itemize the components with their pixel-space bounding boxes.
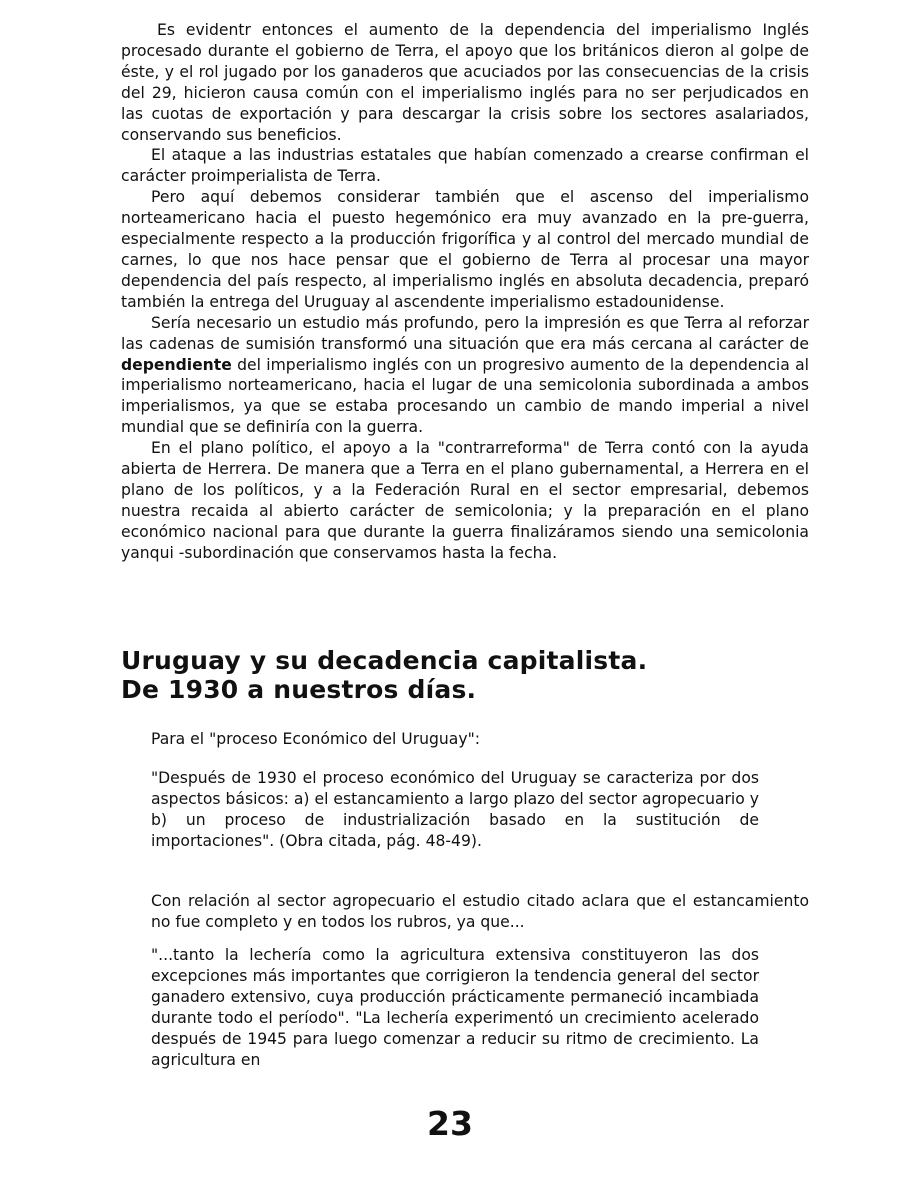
section-heading (121, 646, 809, 704)
paragraph-4-bold-word: dependiente (121, 355, 232, 374)
paragraph-4 (121, 313, 809, 438)
paragraph-1: Es evidentr entonces el aumento de la dependencia del imperialismo Inglés procesado durante el gobierno de Terra, el apoyo que los británicos dieron al golpe de éste, y el rol jugado por los ganaderos que acuciados por las consecuencias de la crisis del 29, hicieron causa común con el imperialismo inglés para no ser perjudicados en las cuotas de exportación y para descargar la crisis sobre los sectores asalariados, conservando sus beneficios. (121, 21, 809, 144)
body-text (121, 20, 809, 564)
intro-line: Para el "proceso Económico del Uruguay": (151, 730, 480, 748)
paragraph-after-quote: Con relación al sector agropecuario el estudio citado aclara que el estancamiento no fue completo y en todos los rubros, ya que... (151, 892, 809, 931)
paragraph-5: En el plano político, el apoyo a la "contrarreforma" de Terra contó con la ayuda abierta de Herrera. De manera que a Terra en el plano gubernamental, a Herrera en el plano de los políticos, y a la Federación Rural en el sector empresarial, debemos nuestra recaida al abierto carácter de semicolonia; y la preparación en el plano económico nacional para que durante la guerra finalizáramos siendo una semicolonia yanqui -subordinación que conservamos hasta la fecha. (121, 439, 809, 562)
section-heading-line-2: De 1930 a nuestros días. (121, 675, 477, 704)
block-quote-2: "...tanto la lechería como la agricultura extensiva constituyeron las dos excepciones más importantes que corrigieron la tendencia general del sector ganadero extensivo, cuya producción prácticamente permaneció incambiada durante todo el período". "La lechería experimentó un crecimiento acelerado después de 1945 para luego comenzar a reducir su ritmo de crecimiento. La agricultura en (151, 946, 759, 1069)
paragraph-2: El ataque a las industrias estatales que habían comenzado a crearse confirman el carácter proimperialista de Terra. (121, 146, 809, 186)
page-number: 23 (427, 1104, 473, 1143)
section-heading-line-1: Uruguay y su decadencia capitalista. (121, 646, 648, 675)
block-quote-1: "Después de 1930 el proceso económico del Uruguay se caracteriza por dos aspectos básicos: a) el estancamiento a largo plazo del sector agropecuario y b) un proceso de industrialización basado en la sustitución de importaciones". (Obra citada, pág. 48-49). (151, 769, 759, 850)
paragraph-3: Pero aquí debemos considerar también que el ascenso del imperialismo norteamericano hacia el puesto hegemónico era muy avanzado en la pre-guerra, especialmente respecto a la producción frigorífica y al control del mercado mundial de carnes, lo que nos hace pensar que el gobierno de Terra al procesar una mayor dependencia del país respecto, al imperialismo inglés en absoluta decadencia, preparó también la entrega del Uruguay al ascendente imperialismo estadounidense. (121, 188, 809, 311)
paragraph-4-after: del imperialismo inglés con un progresivo aumento de la dependencia al imperialismo norteamericano, hacia el lugar de una semicolonia subordinada a ambos imperialismos, ya que se estaba procesando un cambio de mando imperial a nivel mundial que se definiría con la guerra. (121, 355, 809, 437)
paragraph-4-before: Sería necesario un estudio más profundo, pero la impresión es que Terra al reforzar las cadenas de sumisión transformó una situación que era más cercana al carácter de (121, 313, 809, 353)
